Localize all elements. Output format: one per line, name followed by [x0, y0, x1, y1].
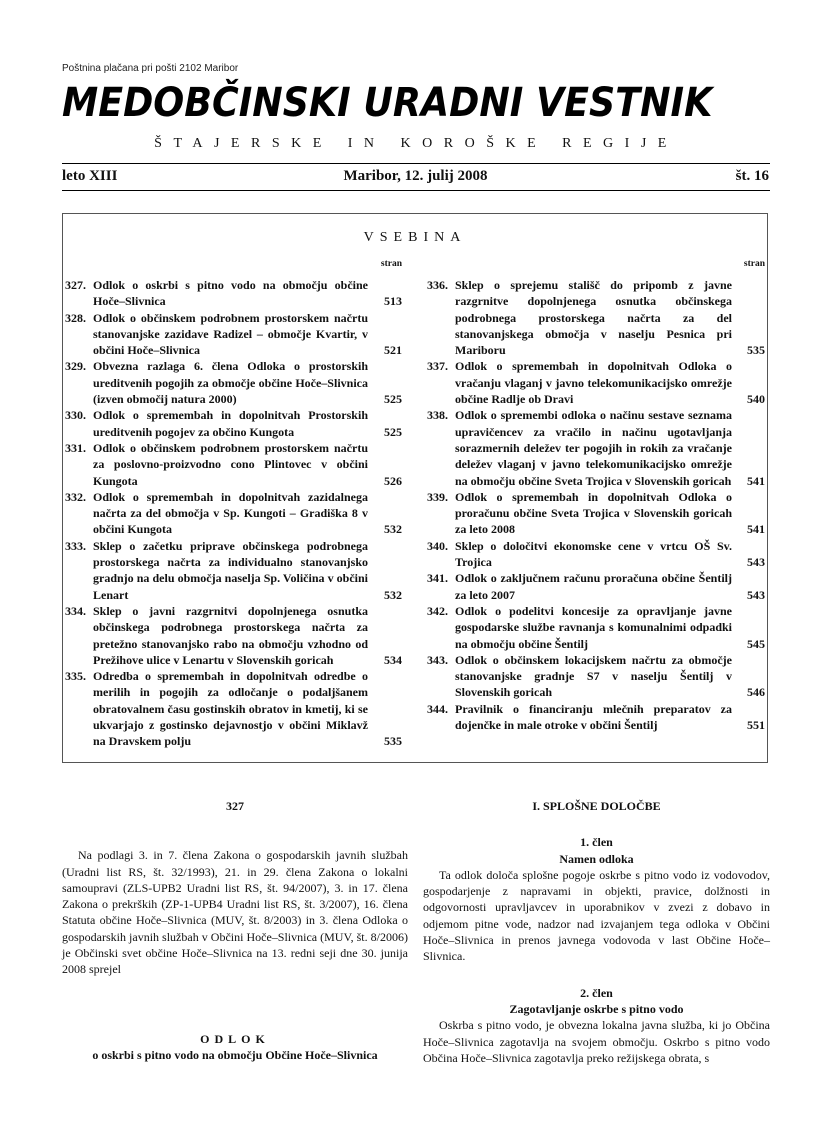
toc-list-left [65, 277, 404, 750]
toc-entry [65, 310, 404, 359]
toc-entry-title: Odlok o zaključnem računu proračuna občine Šentilj za leto 2007 [455, 571, 732, 602]
toc-entry [427, 407, 767, 488]
masthead-title: MEDOBČINSKI URADNI VESTNIK [62, 80, 713, 126]
toc-entry-number: 328. [65, 310, 86, 325]
toc-entry-page: 532 [384, 587, 402, 602]
toc-entry [65, 407, 404, 440]
toc-entry-page: 526 [384, 473, 402, 488]
toc-entry-number: 329. [65, 359, 86, 374]
clen2-text: Oskrba s pitno vodo, je obvezna lokalna javna služba, ki jo Občina Hoče–Slivnica zagotavlja na svojem območju. Oskrbo s pitno vodo Občina Hoče–Slivnica zagotavlja preko režijskega obrata, s [423, 1018, 770, 1065]
toc-entry-number: 336. [427, 278, 448, 292]
toc-entry-page: 543 [747, 555, 765, 570]
toc-entry-title: Odlok o spremembi odloka o načinu sestave seznama upravičencev za vračilo in načinu ugotavljanja sorazmernih deležev ter pogojih in rokih za vračanje deležev vlaganj v javno telekomunikacijsko omrežje na območju občine Sveta Trojica v Slovenskih goricah [455, 408, 732, 488]
issue-date: Maribor, 12. julij 2008 [343, 168, 488, 184]
toc-entry [427, 538, 767, 571]
toc-entry-page: 541 [747, 473, 765, 488]
toc-entry-number: 334. [65, 603, 86, 618]
clen2-title: Zagotavljanje oskrbe s pitno vodo [509, 1001, 684, 1016]
toc-entry [427, 277, 767, 358]
toc-entry-title: Obvezna razlaga 6. člena Odloka o prostorskih ureditvenih pogojih za območje občine Hoče–Slivnica (izven območij natura 2000) [93, 359, 368, 407]
toc-entry [65, 538, 404, 603]
toc-entry [65, 277, 404, 310]
toc-entry-number: 339. [427, 489, 448, 504]
clen1-number: 1. člen [580, 835, 613, 850]
toc-entry-number: 344. [427, 701, 448, 716]
toc-entry-page: 513 [384, 294, 402, 309]
toc-entry-page: 543 [747, 587, 765, 602]
toc-entry-page: 534 [384, 652, 402, 667]
toc-entry-page: 532 [384, 522, 402, 537]
toc-entry-page: 541 [747, 522, 765, 537]
document-title: o oskrbi s pitno vodo na območju Občine Hoče–Slivnica [92, 1047, 378, 1062]
toc-entry-number: 332. [65, 489, 86, 504]
toc-entry-title: Pravilnik o financiranju mlečnih preparatov za dojenčke in male otroke v občini Šentilj [455, 701, 732, 733]
toc-entry-number: 341. [427, 571, 448, 586]
toc-entry-page: 551 [747, 718, 765, 733]
toc-entry-title: Odlok o spremembah in dopolnitvah Odloka o proračunu občine Sveta Trojica v Slovenskih goricah za leto 2008 [455, 489, 732, 537]
toc-entry-title: Sklep o začetku priprave občinskega podrobnega prostorskega načrta za individualno stanovanjsko gradnjo na delu območja naselja Sp. Voličina v občini Lenart [93, 538, 368, 602]
masthead-subtitle: ŠTAJERSKE IN KOROŠKE REGIJE [154, 136, 678, 151]
toc-entry-title: Odlok o občinskem lokacijskem načrtu za območje stanovanjske gradnje S7 v naselju Šentilj v Slovenskih goricah [455, 652, 732, 700]
postage-note: Poštnina plačana pri pošti 2102 Maribor [62, 63, 239, 74]
toc-entry-number: 343. [427, 652, 448, 667]
toc-entry-page: 540 [747, 392, 765, 407]
clen1-text: Ta odlok določa splošne pogoje oskrbe s pitno vodo iz vodovodov, gospodarjenje z napravami in objekti, pravice, dolžnosti in odgovornosti upravljavcev in uporabnikov v zvezi z dobavo in odjemom pitne vode, nadzor nad izvajanjem tega odloka v Občini Hoče–Slivnica in prenos javnega vodovoda v last Občine Hoče–Slivnica. [423, 867, 770, 964]
toc-entry-title: Odlok o oskrbi s pitno vodo na območju občine Hoče–Slivnica [93, 278, 368, 309]
toc-entry-title: Sklep o sprejemu stališč do pripomb z javne razgrnitve dopolnjenega osnutka občinskega podrobnega prostorskega načrta za del stanovanjskega območja v naselju Pesnica pri Mariboru [455, 278, 732, 358]
toc-entry-title: Odlok o občinskem podrobnem prostorskem načrtu stanovanjske zazidave Radizel – območje Kvartir, v občini Hoče–Slivnica [93, 310, 368, 358]
article-column-right [423, 798, 770, 1066]
toc-entry [427, 570, 767, 603]
issue-year: leto XIII [62, 168, 118, 184]
toc-entry-title: Odredba o spremembah in dopolnitvah odredbe o merilih in pogojih za odločanje o podaljšanem obratovalnem času gostinskih obratov in kmetij, ki se ukvarjajo z gostinsko dejavnostjo v občini Miklavž na Dravskem polju [93, 669, 368, 749]
toc-list-right [427, 277, 767, 733]
toc-entry [427, 358, 767, 407]
toc-entry-title: Odlok o spremembah in dopolnitvah Odloka o vračanju vlaganj v javno telekomunikacijsko omrežje občine Radlje ob Dravi [455, 359, 732, 407]
toc-entry-number: 331. [65, 440, 86, 455]
toc-entry [427, 603, 767, 652]
toc-title: VSEBINA [363, 230, 467, 245]
toc-entry-number: 342. [427, 603, 448, 618]
toc-entry-title: Odlok o spremembah in dopolnitvah zazidalnega načrta za del območja v Sp. Kungoti – Gradiška 8 v občini Kungota [93, 489, 368, 537]
article-preamble: Na podlagi 3. in 7. člena Zakona o gospodarskih javnih službah (Uradni list RS, št. 32/1993), 21. in 29. člena Zakona o lokalni samoupravi (ZLS-UPB2 Uradni list RS, št. 94/2007), 3. in 17. člena Zakona o prekrških (ZP-1-UPB4 Uradni list RS, št. 3/2007), 16. člena Statuta občine Hoče–Slivnica (MUV, št. 8/2003) in 3. člena Odloka o gospodarskih javnih službah v Občini Hoče–Slivnica (MUV, št. 8/2006) je Občinski svet občine Hoče–Slivnica na 13. redni seji dne 30. junija 2008 sprejel [62, 848, 408, 977]
toc-entry-page: 535 [384, 734, 402, 749]
toc-entry [427, 701, 767, 734]
header-rule-bottom [62, 190, 770, 191]
toc-entry-title: Odlok o spremembah in dopolnitvah Prostorskih ureditvenih pogojev za občino Kungota [93, 408, 368, 439]
article-column-left [62, 798, 408, 1063]
toc-entry-page: 546 [747, 685, 765, 700]
toc-entry-title: Sklep o določitvi ekonomske cene v vrtcu OŠ Sv. Trojica [455, 538, 732, 570]
toc-entry [65, 440, 404, 489]
article-number: 327 [226, 799, 244, 813]
toc-entry [65, 358, 404, 407]
chapter-heading: I. SPLOŠNE DOLOČBE [532, 799, 661, 813]
clen1-title: Namen odloka [559, 851, 634, 866]
toc-entry-number: 340. [427, 538, 448, 553]
toc-entry-page: 525 [384, 392, 402, 407]
toc-entry [65, 489, 404, 538]
toc-entry-page: 535 [747, 343, 765, 358]
toc-entry [427, 652, 767, 701]
toc-entry-number: 330. [65, 408, 86, 423]
toc-entry-number: 333. [65, 538, 86, 553]
clen2-number: 2. člen [580, 985, 613, 1000]
toc-entry-number: 327. [65, 278, 86, 292]
toc-entry-number: 337. [427, 359, 448, 374]
document-type: ODLOK [200, 1031, 270, 1046]
toc-entry-title: Odlok o podelitvi koncesije za opravljanje javne gospodarske službe ravnanja s komunalnimi odpadki na območju občine Šentilj [455, 603, 732, 651]
header-rule-top [62, 163, 770, 164]
toc-entry-title: Sklep o javni razgrnitvi dopolnjenega osnutka občinskega podrobnega prostorskega načrta za pretežno stanovanjsko rabo na območju vzhodno od Prežihove ulice v Lenartu v Slovenskih goricah [93, 603, 368, 667]
toc-entry-number: 338. [427, 408, 448, 423]
toc-entry [427, 489, 767, 538]
issue-number: št. 16 [735, 168, 769, 184]
table-of-contents [62, 213, 768, 763]
toc-entry-page: 545 [747, 636, 765, 651]
toc-entry-page: 525 [384, 424, 402, 439]
toc-entry [65, 668, 404, 749]
toc-entry-number: 335. [65, 669, 86, 684]
toc-entry [65, 603, 404, 668]
toc-page-label: stran [743, 259, 765, 269]
toc-page-label: stran [380, 259, 402, 269]
toc-entry-title: Odlok o občinskem podrobnem prostorskem načrtu za poslovno-proizvodno cono Plintovec v občini Kungota [93, 440, 368, 488]
toc-entry-page: 521 [384, 343, 402, 358]
